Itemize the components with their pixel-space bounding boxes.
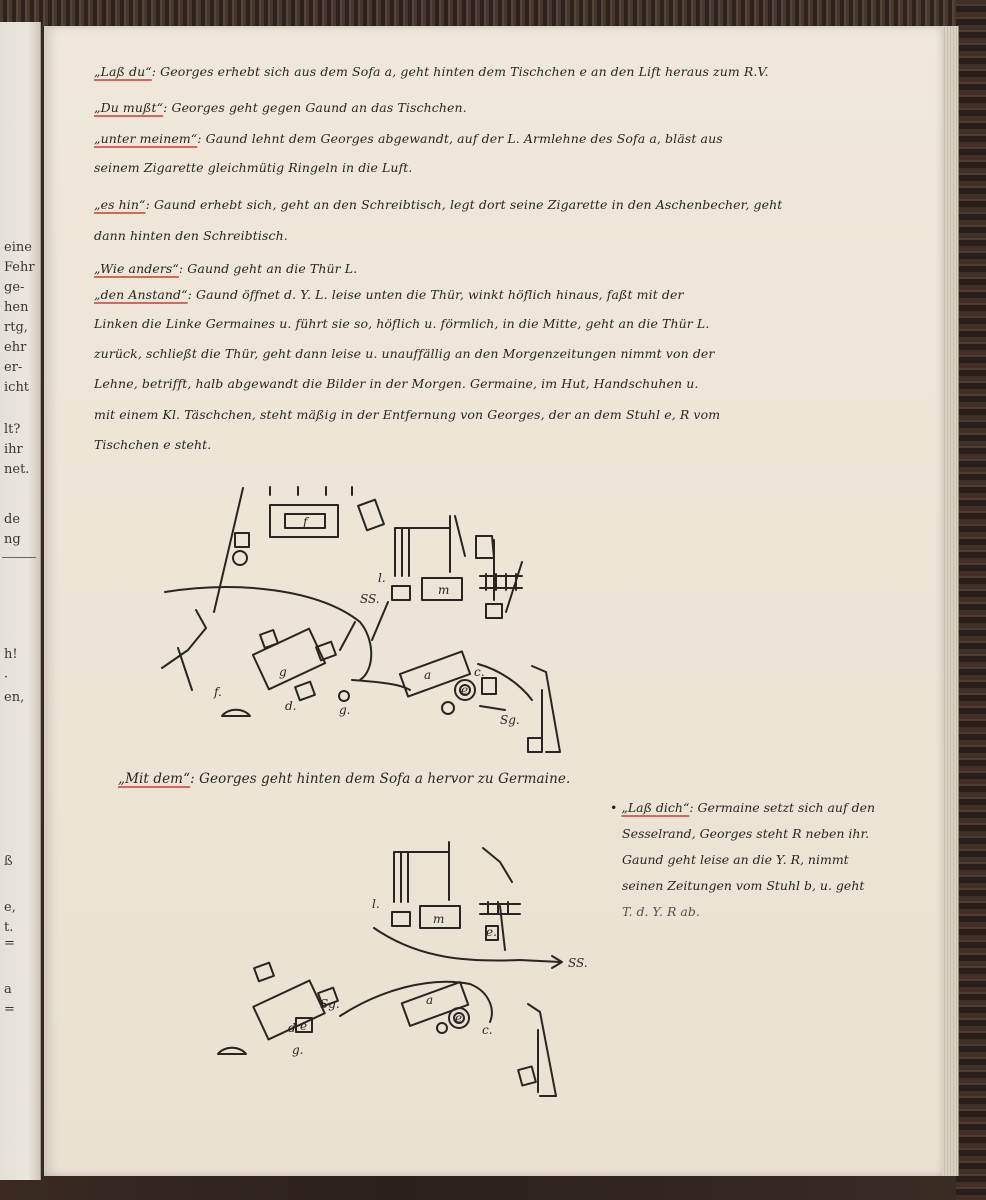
chair [518, 1066, 536, 1085]
diagram-label: g. [292, 1043, 304, 1057]
diagram-label: a [426, 993, 434, 1007]
facing-page-fragment: ihr [4, 442, 23, 457]
wall-left [214, 488, 243, 612]
side-note-line: seinen Zeitungen vom Stuhl b, u. geht [622, 878, 865, 893]
chair [295, 682, 315, 701]
direction-text: : Georges geht hinten dem Sofa a hervor zu Germaine. [190, 771, 571, 787]
diagram-label: e [455, 1011, 463, 1025]
direction-text: mit einem Kl. Täschchen, steht mäßig in der Entfernung von Georges, der an dem Stuhl e, R vom [94, 407, 721, 422]
chair [482, 678, 496, 694]
diagram-label: c. [482, 1023, 493, 1037]
diagram-label: Sg. [320, 997, 340, 1011]
cue-phrase: „es hin“ [94, 197, 146, 212]
chair [486, 604, 502, 618]
stool [442, 702, 454, 714]
wall-stub [483, 848, 512, 882]
facing-page-fragment: en, [4, 690, 25, 705]
direction-text: : Georges erhebt sich aus dem Sofa a, geht hinten dem Tischchen e an den Lift heraus zum R.V. [151, 64, 769, 79]
diagram-label: m [433, 912, 445, 926]
diagram-label: c. [474, 665, 485, 679]
facing-page-fragment: ß [4, 854, 13, 869]
facing-page-fragment: = [4, 1002, 15, 1017]
diagram-label: f [303, 515, 308, 529]
chair [235, 533, 249, 547]
movement-curve [165, 587, 371, 680]
cue-phrase: „den Anstand“ [94, 287, 188, 302]
bookcase [394, 842, 449, 902]
side-note-line: Gaund geht leise an die Y. R, nimmt [622, 852, 849, 867]
facing-page-fragment: ehr [4, 340, 27, 355]
facing-page-fragment: hen [4, 300, 29, 315]
bullet-dot: • [610, 800, 622, 815]
diagram-label: SS. [568, 956, 588, 970]
half-round-table [218, 1048, 246, 1054]
cue-phrase: „Mit dem“ [118, 771, 191, 787]
side-note-line: T. d. Y. R ab. [622, 904, 700, 919]
cue-phrase: „Laß du“ [94, 64, 152, 79]
direction-text: : Gaund lehnt dem Georges abgewandt, auf der L. Armlehne des Sofa a, bläst aus [197, 131, 723, 146]
stool [437, 1023, 447, 1033]
facing-page-fragment: icht [4, 380, 30, 395]
facing-page-fragment: a [4, 982, 12, 997]
diagram-label: g. [339, 703, 351, 717]
chair [528, 738, 542, 752]
movement-line [478, 664, 532, 710]
direction-text: dann hinten den Schreibtisch. [94, 228, 288, 243]
cue-phrase: „unter meinem“ [94, 131, 198, 146]
direction-text: Lehne, betrifft, halb abgewandt die Bilder in der Morgen. Germaine, im Hut, Handschuhen u. [94, 376, 699, 391]
facing-page-fragment: lt? [4, 422, 21, 437]
facing-page-fragment: er- [4, 360, 23, 375]
staircase [476, 536, 522, 612]
chair [392, 912, 410, 926]
chair [392, 586, 410, 600]
diagram-label: e [300, 1019, 308, 1033]
direction-text: : Gaund geht an die Thür L. [178, 261, 358, 276]
wall-ticks [270, 487, 352, 495]
side-flat-right [532, 666, 560, 752]
side-note-text: : Germaine setzt sich auf den [689, 800, 876, 815]
stage-diagram-bottom [218, 842, 562, 1096]
wall-stub [455, 516, 465, 556]
diagram-label: l. [372, 897, 380, 911]
direction-text: zurück, schließt die Thür, geht dann leise u. unauffällig an den Morgenzeitungen nimmt von der [94, 346, 715, 361]
movement-line [352, 680, 410, 690]
diagram-label: g [279, 665, 287, 679]
direction-text: Linken die Linke Germaines u. führt sie so, höflich u. förmlich, in die Mitte, geht an die Thür L. [94, 316, 710, 331]
diagram-label: d [288, 1021, 296, 1035]
figure-g [339, 691, 349, 701]
facing-page-fragment: h! [4, 647, 18, 662]
facing-page-fragment: eine [4, 240, 32, 255]
direction-text: : Gaund erhebt sich, geht an den Schreibtisch, legt dort seine Zigarette in den Aschenbecher, geht [145, 197, 783, 212]
diagram-label: f. [214, 685, 222, 699]
facing-page-fragment: net. [4, 462, 30, 477]
facing-page-fragment: de [4, 512, 21, 527]
diagram-label: a [424, 668, 432, 682]
cue-phrase: „Laß dich“ [621, 800, 690, 815]
diagram-label: e. [486, 925, 497, 939]
diagram-label: SS. [360, 592, 380, 606]
facing-page-fragment: ge- [4, 280, 25, 295]
chair [358, 500, 384, 531]
diagram-label: Sg. [500, 713, 520, 727]
diagram-label: e [461, 683, 469, 697]
diagram-label: m [438, 583, 450, 597]
diagram-label: d. [285, 699, 297, 713]
direction-text: Tischchen e steht. [94, 437, 212, 452]
movement-arrow [374, 928, 560, 962]
facing-page-fragment: e, [4, 900, 16, 915]
cue-phrase: „Du mußt“ [94, 100, 164, 115]
facing-page-fragment: = [4, 936, 15, 951]
facing-page-fragment: Fehr [4, 260, 35, 275]
facing-page-fragment: ng [4, 532, 21, 547]
cue-phrase: „Wie anders“ [94, 261, 179, 276]
half-round-table [222, 710, 250, 716]
diagram-label: l. [378, 571, 386, 585]
direction-text: seinem Zigarette gleichmütig Ringeln in die Luft. [94, 160, 413, 175]
direction-text: : Gaund öffnet d. Y. L. leise unten die Thür, winkt höflich hinaus, faßt mit der [187, 287, 684, 302]
direction-text: : Georges geht gegen Gaund an das Tischchen. [163, 100, 467, 115]
facing-page-fragment: rtg, [4, 320, 28, 335]
chair [254, 963, 274, 982]
stool [233, 551, 247, 565]
sofa-g [253, 629, 325, 690]
facing-page-fragment: · [4, 670, 9, 685]
side-flat [162, 610, 206, 690]
bookcase [395, 516, 450, 576]
side-note-line: Sesselrand, Georges steht R neben ihr. [622, 826, 870, 841]
facing-page-fragment: t. [4, 920, 14, 935]
